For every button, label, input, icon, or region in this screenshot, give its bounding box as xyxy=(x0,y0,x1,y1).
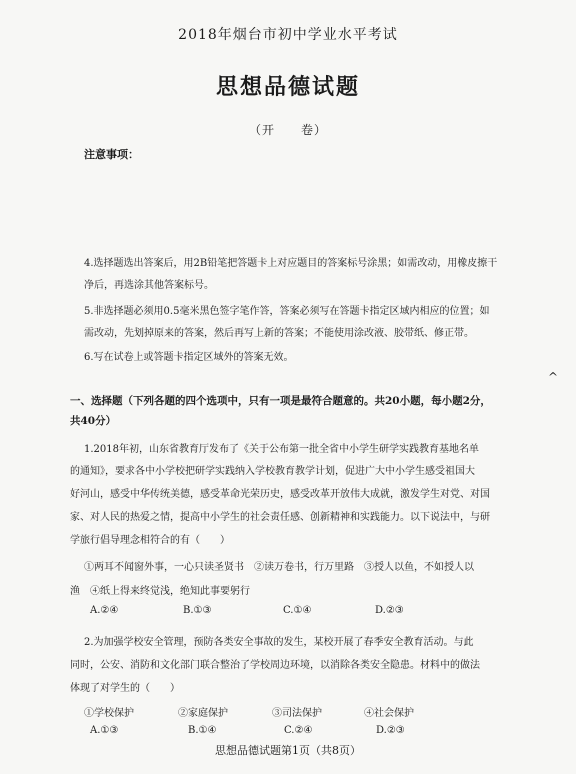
q2-statement-1: ①学校保护 xyxy=(84,708,134,719)
note-line: 需改动，先划掉原来的答案，然后再写上新的答案；不能使用涂改液、胶带纸、修正带。 xyxy=(84,328,474,339)
section-heading: 一、选择题（下列各题的四个选项中，只有一项是最符合题意的。共20小题，每小题2分， xyxy=(70,395,491,407)
q1-option-c: C.①④ xyxy=(283,605,312,616)
exam-title: 2018年烟台市初中学业水平考试 xyxy=(178,27,398,43)
q2-statement-3: ③司法保护 xyxy=(272,708,322,719)
question-1-line: 学旅行倡导理念相符合的有（ ） xyxy=(70,535,230,546)
q1-option-b: B.①③ xyxy=(183,605,212,616)
q2-statement-4: ④社会保护 xyxy=(364,708,414,719)
section-heading-cont: 共40分） xyxy=(70,415,117,427)
q2-option-c: C.②④ xyxy=(284,725,313,736)
question-1-line: 家、对人民的热爱之情，提高中小学生的社会责任感、创新精神和实践能力。以下说法中，与研 xyxy=(70,512,490,523)
q2-statement-2: ②家庭保护 xyxy=(178,708,228,719)
note-line: 5.非选择题必须用0.5毫米黑色签字笔作答，答案必须写在答题卡指定区域内相应的位置；如 xyxy=(84,306,490,317)
question-1-statements-cont: 渔 ④纸上得来终觉浅，绝知此事要躬行 xyxy=(70,586,250,597)
question-2-line: 同时，公安、消防和文化部门联合整治了学校周边环境，以消除各类安全隐患。材料中的做法 xyxy=(70,660,480,671)
q1-option-a: A.②④ xyxy=(90,605,119,616)
q1-option-d: D.②③ xyxy=(375,605,404,616)
q2-option-a: A.①③ xyxy=(90,725,119,736)
question-1-line: 的通知》，要求各中小学校把研学实践纳入学校教育教学计划，促进广大中小学生感受祖国大 xyxy=(70,466,475,477)
notes-heading: 注意事项： xyxy=(84,148,139,161)
q2-option-d: D.②③ xyxy=(376,725,405,736)
note-line: 净后，再选涂其他答案标号。 xyxy=(84,280,214,291)
note-line: 6.写在试卷上或答题卡指定区域外的答案无效。 xyxy=(84,352,294,363)
question-2-line: 2.为加强学校安全管理，预防各类安全事故的发生，某校开展了春季安全教育活动。与此 xyxy=(84,637,474,648)
caret-mark: ^ xyxy=(548,370,559,384)
page-footer: 思想品德试题第1页（共8页） xyxy=(215,744,361,757)
subject-title: 思想品德试题 xyxy=(215,74,360,100)
paper-type-label: （开 卷） xyxy=(248,123,327,137)
q2-option-b: B.①④ xyxy=(188,725,217,736)
question-2-line: 体现了对学生的（ ） xyxy=(70,683,180,694)
question-1-statements: ①两耳不闻窗外事，一心只读圣贤书 ②读万卷书，行万里路 ③授人以鱼，不如授人以 xyxy=(84,562,474,573)
question-1-line: 好河山，感受中华传统美德，感受革命光荣历史，感受改革开放伟大成就，激发学生对党、对国 xyxy=(70,489,490,500)
question-1-line: 1.2018年初，山东省教育厅发布了《关于公布第一批全省中小学生研学实践教育基地名单 xyxy=(84,444,479,455)
note-line: 4.选择题选出答案后，用2B铅笔把答题卡上对应题目的答案标号涂黑；如需改动，用橡皮擦干 xyxy=(84,258,498,269)
